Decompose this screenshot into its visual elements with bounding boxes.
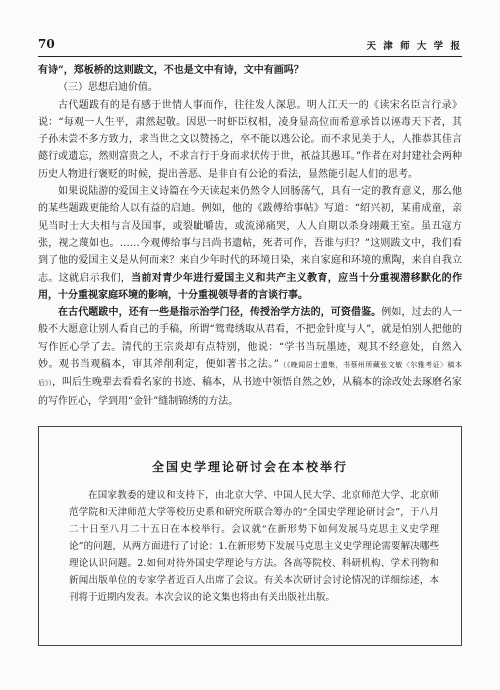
notice-paragraph: 在国家教委的建议和支持下，由北京大学、中国人民大学、北京师范大学、北京师范学院和天津师范大学等校历史系和研究所联合筹办的“全国史学理论研讨会”，于八月二十日至八月二十五日在本校举行。会议就“在新形势下如何发展马克思主义史学理论”的问题，从两方面进行了讨论：1.在新形势下发展马克思主义史学理论需要解决哪些理论认识问题。2.如何对待外国史学理论与方法。各高等院校、科研机构、学术刊物和新闻出版单位的专家学者近百人出席了会议。有关本次研讨会讨论情况的详细综述，本刊将于近期内发表。本次会议的论文集也将由有关出版社出版。 xyxy=(69,490,439,603)
notice-body xyxy=(69,487,439,606)
paragraph-2-text: 如果说陆游的爱国主义诗篇在今天读起来仍然令人回肠荡气，具有一定的教育意义，那么他的某些题跋更能给人以有益的启迪。例如，他的《跋傅给事帖》写道：“绍兴初，某甫成童，亲见当时士大夫相与言及国事，或裂眦嚼齿，或流涕痛哭，人人自期以杀身翊戴王室。虽丑寇方张，视之蔑如也。……今观傅给事与吕尚书遗帖，死者可作，吾谁与归？”这则跋文中，我们看到了他的爱国主义是从何而来？来自少年时代的环境日染，来自家庭和环境的熏陶，来自自我立志。这就启示我们， xyxy=(38,186,462,284)
page-number: 70 xyxy=(38,37,55,51)
paragraph-2 xyxy=(38,183,462,304)
paragraph-3-ending: ，叫后生晚辈去看看名家的书迹、稿本，从书迹中领悟自然之妙，从稿本的涂改处去琢磨名家的写作匠心，学到用“金针”缝制锦绣的方法。 xyxy=(38,377,462,407)
paragraph-3-text: 例如，过去的人一般不大愿意让别人看自己的手稿，所谓“鸳鸯绣取从君看，不把金针度与人”，就是怕别人把他的写作匠心学了去。清代的王宗炎却有点特别，他说：“学书当玩墨迹，观其不经意处，自然入妙。观书当观稿本，审其斧削利定，便如著书之法。” xyxy=(38,307,462,371)
paragraph-3-emphasis: 在古代题跋中，还有一些是指示治学门径，传授治学方法的，可资借鉴。 xyxy=(58,307,382,319)
paragraph-3 xyxy=(38,304,462,410)
citation-note: （《晚闻居士遗集，书蔡州所藏张文敏〈尔雅考证〉稿本后》） xyxy=(38,361,462,388)
notice-box xyxy=(38,426,462,646)
paragraph-1: 古代题跋有的是有感于世情人事而作，往往发人深思。明人江天一的《读宋名臣言行录》说：“每观一人生平，肃然起敬。因思一时虾臣权相，凌身显高位而希意承旨以诬毒天下者，其子孙未尝不多方致力，求当世之文以赞扬之，卒不能以逃公论。而不求见美于人，人推恭其佳言懿行或遗忘，然则富贵之人，不求言行于身而求状传于世，祇益其愚耳。”作者在对封建社会两种历史人物进行褒贬的时候，提出善恶、是非自有公论的看法，显然能引起人们的思考。 xyxy=(38,99,462,180)
paragraph-2-emphasis: 当前对青少年进行爱国主义和共产主义教育，应当十分重视潜移默化的作用，十分重视家庭环境的影响，十分重视领导者的言谈行事。 xyxy=(38,272,463,301)
section-heading: （三）思想启迪价值。 xyxy=(58,82,158,94)
page-header xyxy=(38,34,462,57)
paragraph-continuation: 有诗”，郑板桥的这则跋文，不也是文中有诗，文中有画吗？ xyxy=(38,65,304,76)
article-body xyxy=(38,62,462,410)
journal-title: 天 津 师 大 学 报 xyxy=(366,41,462,52)
notice-title: 全国史学理论研讨会在本校举行 xyxy=(151,460,348,474)
